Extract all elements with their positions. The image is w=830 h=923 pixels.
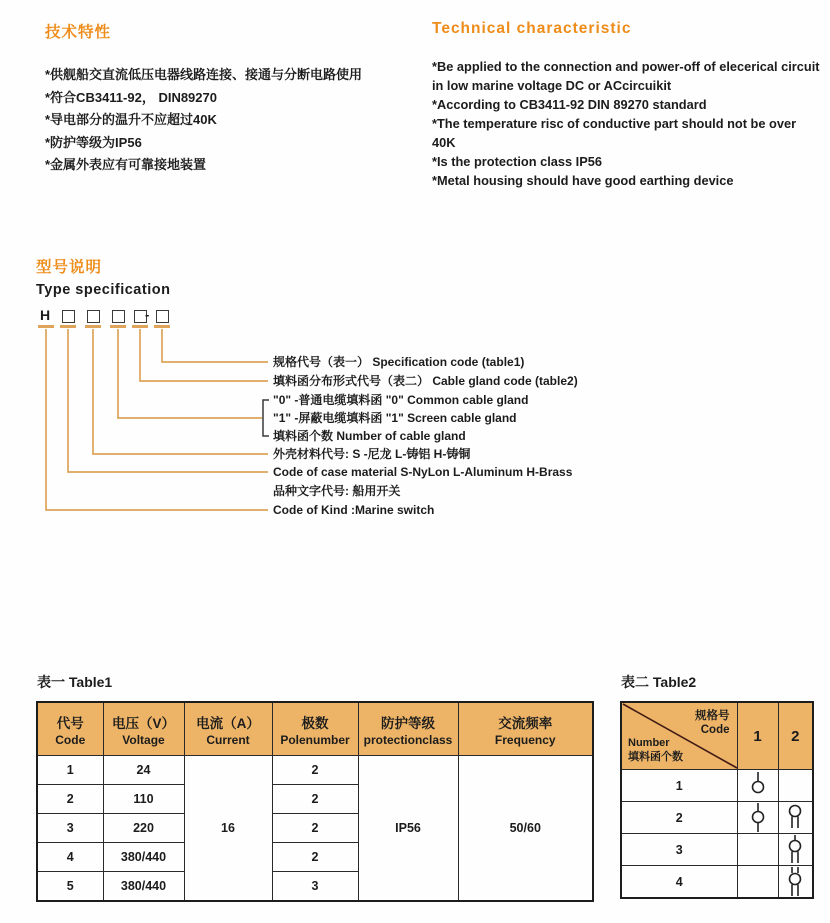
corner-number-cn: 填料函个数 [628,751,683,763]
table-row [621,834,813,866]
diagonal-header-cell [621,702,737,770]
underline-tick [38,325,54,328]
model-code-box [156,310,169,323]
tech-item: *供舰船交直流低压电器线路连接、接通与分断电路使用 [45,67,363,82]
table-cell-protection: IP56 [358,756,458,902]
tech-items-en [432,57,828,190]
model-code-box [112,310,125,323]
table-header-cell [184,702,272,756]
corner-number-label [628,736,683,764]
cable-gland-icon-cell [737,866,778,899]
tech-item: *导电部分的温升不应超过40K [45,112,217,127]
table-header-cell: 1 [737,702,778,770]
table1 [36,701,594,902]
cable-gland-icon-cell [737,770,778,802]
spec-label: "0" -普通电缆填料函 "0" Common cable gland [273,393,529,407]
table-row [621,866,813,899]
header-cn: 电压（V） [111,715,175,731]
spec-label: Code of Kind :Marine switch [273,503,435,517]
table-cell: 380/440 [103,872,184,902]
table-cell: 2 [272,756,358,785]
tech-line: *According to CB3411-92 DIN 89270 standard [432,97,707,112]
header-en: Current [206,732,250,747]
spec-label: Code of case material S-NyLon L-Aluminum H-Brass [273,465,573,479]
corner-code-label [695,709,730,737]
corner-code-cn: 规格号 [695,710,730,722]
table-header-cell [458,702,593,756]
header-cn: 极数 [301,715,329,731]
spec-label: 规格代号（表一） Specification code (table1) [273,355,525,369]
bracket [263,400,269,436]
table-cell: 3 [621,834,737,866]
table-cell: 220 [103,814,184,843]
header-en: Voltage [122,732,165,747]
cable-gland-icon-cell [737,802,778,834]
model-code-box [62,310,75,323]
tech-item: *防护等级为IP56 [45,134,142,150]
table-cell: 2 [272,814,358,843]
tech-line: *Is the protection class IP56 [432,154,602,169]
underline-tick [132,325,148,328]
tech-line: 40K [432,135,456,150]
gland-1-top-icon [746,771,770,801]
gland-2-top-2-bottom-icon [783,867,807,897]
tech-line: *The temperature risc of conductive part should not be over [432,116,797,131]
table2-title: 表二 Table2 [621,674,697,690]
table-row [621,770,813,802]
table-cell: 380/440 [103,843,184,872]
table-cell: 4 [621,866,737,899]
table-cell-current: 16 [184,756,272,902]
header-cn: 电流（A） [196,715,260,731]
table-header-cell [358,702,458,756]
model-code-box [87,310,100,323]
gland-1-top-1-bottom-icon [746,803,770,833]
header-cn: 代号 [56,715,84,731]
tech-item: *符合CB3411-92， DIN89270 [45,89,217,105]
table1-title: 表一 Table1 [37,674,113,690]
type-spec-title-cn: 型号说明 [36,259,103,276]
table-cell: 5 [37,872,103,902]
table-header-cell [103,702,184,756]
table-cell: 110 [103,785,184,814]
type-spec-diagram [36,255,616,545]
table-cell-frequency: 50/60 [458,756,593,902]
header-en: Polenumber [280,732,350,747]
spec-label: 填料函个数 Number of cable gland [273,429,466,443]
spec-label: 外壳材料代号: S -尼龙 L-铸铝 H-铸铜 [273,447,471,461]
header-en: protectionclass [363,732,453,747]
underline-tick [60,325,76,328]
spec-label: "1" -屏蔽电缆填料函 "1" Screen cable gland [273,411,517,425]
tech-line: *Metal housing should have good earthing device [432,173,734,188]
table-header-cell [37,702,103,756]
gland-1-top-2-bottom-icon [783,835,807,865]
cable-gland-icon-cell [778,770,813,802]
table1-section [36,672,594,902]
tech-characteristics-en [432,20,828,190]
cable-gland-icon-cell [778,834,813,866]
model-code-dash: - [145,307,150,322]
gland-2-bottom-icon [783,803,807,833]
header-cn: 交流频率 [498,715,553,731]
table-cell: 2 [37,785,103,814]
table-cell: 2 [272,785,358,814]
table2-section [620,672,814,899]
table-header-cell: 2 [778,702,813,770]
tech-item: *金属外表应有可靠接地装置 [45,157,207,172]
table-cell: 4 [37,843,103,872]
table-cell: 2 [621,802,737,834]
tech-line: in low marine voltage DC or ACcircuikit [432,78,672,93]
table-header-cell [272,702,358,756]
header-en: Frequency [494,732,556,747]
table-row [37,756,593,785]
underline-tick [110,325,126,328]
tech-line: *Be applied to the connection and power-off of elecerical circuit [432,59,820,74]
type-spec-title-en: Type specification [36,282,171,298]
header-en: Code [55,732,86,747]
spec-label: 品种文字代号: 船用开关 [273,484,401,498]
cable-gland-icon-cell [778,802,813,834]
spec-label: 填料函分布形式代号（表二） Cable gland code (table2) [273,374,578,388]
table-cell: 3 [37,814,103,843]
underline-tick [85,325,101,328]
model-code-letter: H [40,307,51,323]
table-cell: 1 [621,770,737,802]
table2 [620,701,814,899]
header-cn: 防护等级 [381,715,435,731]
tech-characteristics-cn [45,20,425,177]
table-cell: 1 [37,756,103,785]
corner-code-en: Code [700,724,730,736]
table-cell: 2 [272,843,358,872]
underline-tick [154,325,170,328]
table-cell: 3 [272,872,358,902]
corner-number-en: Number [628,737,670,749]
cable-gland-icon-cell [737,834,778,866]
section-title-cn: 技术特性 [45,24,112,41]
table-row [621,802,813,834]
cable-gland-icon-cell [778,866,813,899]
table-cell: 24 [103,756,184,785]
section-title-en: Technical characteristic [432,20,632,37]
tech-items-cn [45,64,425,177]
